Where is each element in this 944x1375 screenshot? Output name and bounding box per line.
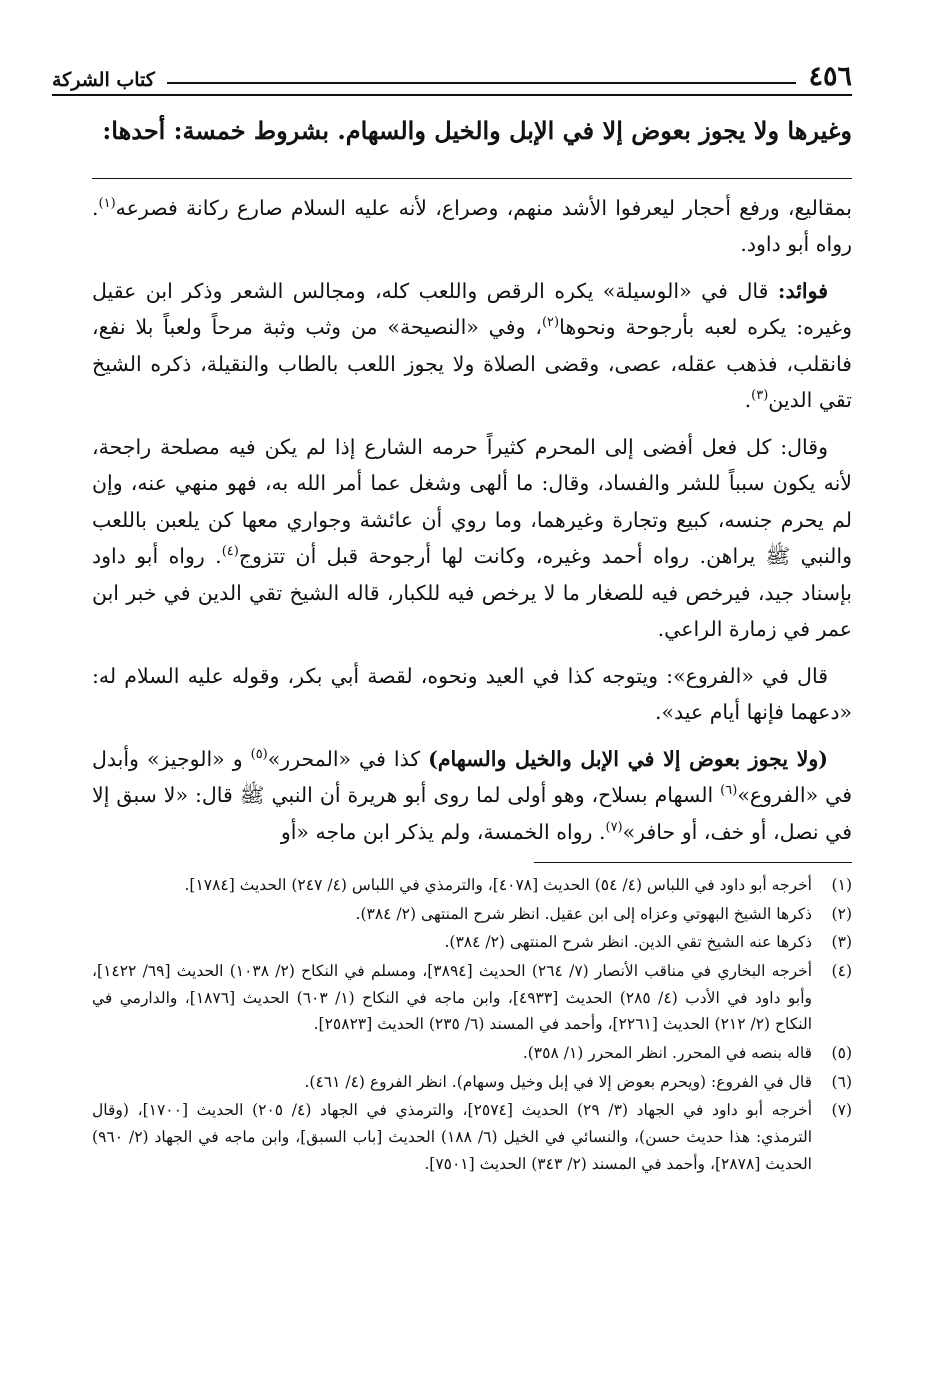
- footnote-ref-1: (١): [98, 196, 116, 212]
- paragraph-text: قال في «الوسيلة» يكره الرقص واللعب كله، ومجالس الشعر وذكر ابن عقيل وغيره: يكره لعبه بأرجوحة ونحوها: [92, 278, 852, 340]
- footnote-text: أخرجه أبو داود في اللباس (٤/ ٥٤) الحديث [٤٠٧٨]، والترمذي في اللباس (٤/ ٢٤٧) الحديث [١٧٨٤].: [184, 876, 812, 894]
- footnote-ref-6: (٦): [720, 783, 738, 799]
- footnote-divider: [534, 862, 852, 863]
- matn-text: وغيرها ولا يجوز بعوض إلا في الإبل والخيل والسهام. بشروط خمسة: أحدها:: [102, 116, 852, 145]
- footnote-item: [92, 929, 852, 956]
- footnote-ref-5: (٥): [250, 746, 268, 762]
- fawaid-heading: فوائد:: [777, 278, 828, 303]
- paragraph-text: و «الوجيز» وأبدل في «الفروع»: [92, 746, 852, 808]
- footnote-number: (٦): [831, 1072, 852, 1091]
- matn-quote: (ولا يجوز بعوض إلا في الإبل والخيل والسهام): [428, 746, 828, 771]
- footnote-item: [92, 1097, 852, 1177]
- paragraph-text: السهام بسلاح، وهو أولى لما روى أبو هريرة أن النبي ﷺ قال: «لا سبق إلا في نصل، أو خف، أو حافر»: [92, 783, 852, 844]
- paragraph-text: ، وفي «النصيحة» من وثب وثبة مرحاً ولعباً بلا نفع، فانقلب، فذهب عقله، عصى، وقضى الصلاة ولا يجوز اللعب بالطاب والنقيلة، ذكره الشيخ تقي الدين: [92, 315, 852, 413]
- page-number: ٤٥٦: [808, 61, 852, 92]
- commentary-paragraph-2: [92, 273, 852, 419]
- footnote-item: [92, 958, 852, 1038]
- paragraph-text: وقال: كل فعل أفضى إلى المحرم كثيراً حرمه الشارع إذا لم يكن فيه مصلحة راجحة، لأنه يكون سبباً للشر والفساد، وقال: ما ألهى وشغل عما أمر الله به، فهو منهي عنه، وإن لم يحرم جنسه، كبيع وتجارة وغيرهما، وما روي أن عائشة وجواري معها كن يلعبن باللعب والنبي ﷺ يراهن. رواه أحمد وغيره، وكانت لها أرجوحة قبل أن تتزوج: [92, 434, 852, 569]
- paragraph-text: قال في «الفروع»: ويتوجه كذا في العيد ونحوه، لقصة أبي بكر، وقوله عليه السلام له: «دعهما فإنها أيام عيد».: [92, 663, 852, 725]
- footnote-text: ذكرها الشيخ البهوتي وعزاه إلى ابن عقيل. انظر شرح المنتهى (٢/ ٣٨٤).: [355, 904, 812, 923]
- footnote-text: أخرجه البخاري في مناقب الأنصار (٧/ ٢٦٤) الحديث [٣٨٩٤]، ومسلم في النكاح (٢/ ١٠٣٨) الحديث [٦٩/ ١٤٢٢]، وأبو داود في الأدب (٤/ ٢٨٥) الحديث [٤٩٣٣]، وابن ماجه في النكاح (١/ ٦٠٣) الحديث [١٨٧٦]، والدارمي في النكاح (٢/ ٢١٢) الحديث [٢٢٦١]، وأحمد في المسند (٦/ ٢٣٥) الحديث [٢٥٨٢٣].: [92, 961, 813, 1034]
- footnote-number: (٧): [831, 1101, 852, 1120]
- footnote-number: (٣): [831, 933, 852, 952]
- footnote-text: ذكرها عنه الشيخ تقي الدين. انظر شرح المنتهى (٢/ ٣٨٤).: [444, 933, 812, 952]
- footnote-number: (٥): [831, 1043, 852, 1062]
- footnote-number: (٢): [831, 904, 852, 923]
- footnote-ref-4: (٤): [221, 544, 239, 560]
- footnotes: [92, 872, 852, 1179]
- paragraph-text: كذا في «المحرر»: [267, 746, 429, 771]
- commentary-paragraph-1: [92, 190, 852, 263]
- footnote-number: (٤): [831, 961, 852, 980]
- footnote-number: (١): [831, 876, 852, 894]
- footnote-text: أخرجه أبو داود في الجهاد (٣/ ٢٩) الحديث [٢٥٧٤]، والترمذي في الجهاد (٤/ ٢٠٥) الحديث [١٧٠٠]، (وقال الترمذي: هذا حديث حسن)، والنسائي في الخيل (٦/ ١٨٨) الحديث [باب السبق]، وابن ماجه في الجهاد (٢/ ٩٦٠) الحديث [٢٨٧٨]، وأحمد في المسند (٢/ ٣٤٣) الحديث [٧٥٠١].: [92, 1101, 813, 1173]
- header-short-rule: [167, 82, 797, 84]
- header-divider: [52, 94, 852, 96]
- footnote-ref-3: (٣): [751, 388, 769, 404]
- commentary-paragraph-3: [92, 429, 852, 648]
- footnote-item: [92, 1069, 852, 1096]
- paragraph-text: . رواه أبو داود.: [92, 196, 852, 257]
- commentary-paragraph-5: [92, 741, 852, 850]
- paragraph-text: .: [744, 388, 752, 413]
- footnote-text: قال في الفروع: (ويحرم بعوض إلا في إبل وخيل وسهام). انظر الفروع (٤/ ٤٦١).: [304, 1072, 812, 1091]
- book-title: كتاب الشركة: [52, 69, 155, 91]
- footnote-item: [92, 872, 852, 899]
- footnote-item: [92, 901, 852, 928]
- footnote-text: قاله بنصه في المحرر. انظر المحرر (١/ ٣٥٨).: [522, 1043, 812, 1062]
- commentary-paragraph-4: [92, 658, 852, 731]
- footnote-ref-2: (٢): [541, 315, 560, 331]
- paragraph-text: . رواه أبو داود بإسناد جيد، فيرخص فيه للصغار ما لا يرخص فيه للكبار، قاله الشيخ تقي الدين في خبر ابن عمر في زمارة الراعي.: [92, 544, 852, 642]
- matn-divider: [92, 178, 852, 179]
- footnote-ref-7: (٧): [605, 819, 623, 835]
- page-header: [52, 50, 852, 90]
- footnote-item: [92, 1040, 852, 1067]
- commentary: [92, 190, 852, 860]
- paragraph-text: . رواه الخمسة، ولم يذكر ابن ماجه «أو: [280, 819, 606, 844]
- paragraph-text: بمقاليع، ورفع أحجار ليعرفوا الأشد منهم، وصراع، لأنه عليه السلام صارع ركانة فصرعه: [115, 196, 852, 220]
